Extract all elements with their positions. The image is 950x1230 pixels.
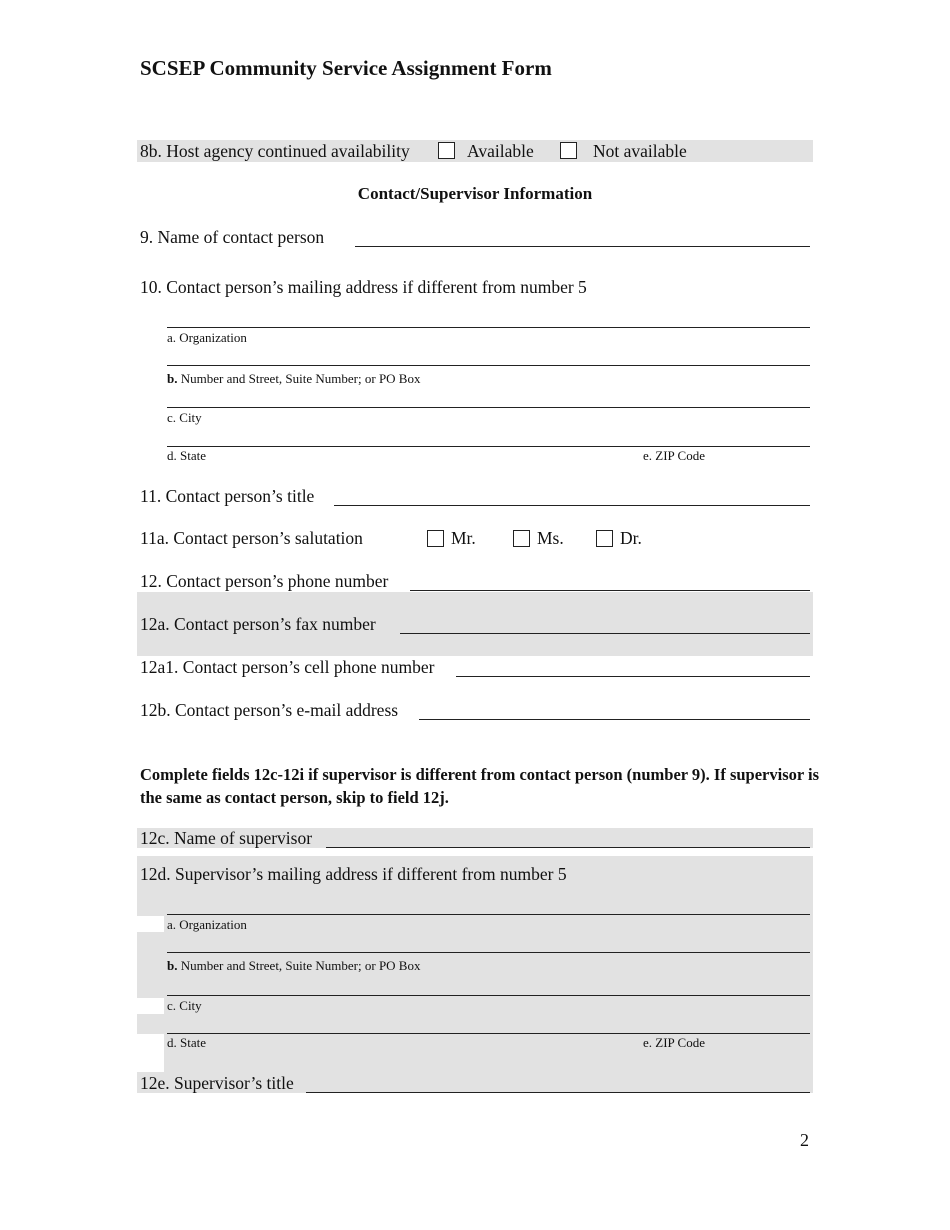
supervisor-street-prefix: b.	[167, 958, 178, 973]
contact-state-zip-field[interactable]	[167, 446, 810, 447]
available-label: Available	[467, 141, 534, 161]
mr-checkbox[interactable]	[427, 530, 444, 547]
contact-street-caption	[167, 371, 420, 387]
supervisor-street-caption	[167, 958, 420, 974]
page-title: SCSEP Community Service Assignment Form	[140, 56, 552, 80]
contact-phone-field[interactable]	[410, 590, 810, 591]
contact-org-caption: a. Organization	[167, 330, 247, 345]
contact-fax-field[interactable]	[400, 633, 810, 634]
contact-street-field[interactable]	[167, 365, 810, 366]
dr-label: Dr.	[620, 528, 642, 548]
dr-checkbox[interactable]	[596, 530, 613, 547]
q12d-label: 12d. Supervisor’s mailing address if different from number 5	[140, 864, 567, 884]
ms-checkbox[interactable]	[513, 530, 530, 547]
not-available-checkbox[interactable]	[560, 142, 577, 159]
mr-label: Mr.	[451, 528, 476, 548]
section-title: Contact/Supervisor Information	[357, 184, 593, 203]
shade-12d-left-1	[137, 932, 164, 998]
contact-cell-field[interactable]	[456, 676, 810, 677]
shade-12d-left-2	[137, 1014, 164, 1034]
q11a-label: 11a. Contact person’s salutation	[140, 528, 363, 548]
q12b-label: 12b. Contact person’s e-mail address	[140, 700, 399, 720]
supervisor-org-caption: a. Organization	[167, 917, 247, 932]
q12a1-label: 12a1. Contact person’s cell phone number	[140, 657, 435, 677]
contact-title-field[interactable]	[334, 505, 810, 506]
q12a-label: 12a. Contact person’s fax number	[140, 614, 376, 634]
not-available-label: Not available	[593, 141, 687, 161]
contact-street-prefix: b.	[167, 371, 178, 386]
supervisor-city-caption: c. City	[167, 998, 202, 1013]
supervisor-instruction: Complete fields 12c-12i if supervisor is different from contact person (number 9). If supervisor is the same as contact person, skip to field 12j.	[140, 765, 820, 807]
page-number: 2	[800, 1130, 809, 1150]
supervisor-state-zip-field[interactable]	[167, 1033, 810, 1034]
available-checkbox[interactable]	[438, 142, 455, 159]
contact-zip-caption: e. ZIP Code	[643, 448, 705, 463]
supervisor-org-field[interactable]	[167, 914, 810, 915]
q10-label: 10. Contact person’s mailing address if different from number 5	[140, 277, 587, 297]
contact-email-field[interactable]	[419, 719, 810, 720]
q12e-label: 12e. Supervisor’s title	[140, 1073, 294, 1093]
contact-state-caption: d. State	[167, 448, 206, 463]
supervisor-city-field[interactable]	[167, 995, 810, 996]
contact-name-field[interactable]	[355, 246, 810, 247]
ms-label: Ms.	[537, 528, 564, 548]
contact-street-text: Number and Street, Suite Number; or PO Box	[180, 371, 421, 386]
q12-label: 12. Contact person’s phone number	[140, 571, 389, 591]
contact-org-field[interactable]	[167, 327, 810, 328]
supervisor-zip-caption: e. ZIP Code	[643, 1035, 705, 1050]
q9-label: 9. Name of contact person	[140, 227, 325, 247]
supervisor-street-field[interactable]	[167, 952, 810, 953]
contact-city-field[interactable]	[167, 407, 810, 408]
supervisor-name-field[interactable]	[326, 847, 810, 848]
q8b-label: 8b. Host agency continued availability	[140, 141, 410, 161]
supervisor-state-caption: d. State	[167, 1035, 206, 1050]
q12c-label: 12c. Name of supervisor	[140, 828, 313, 848]
supervisor-title-field[interactable]	[306, 1092, 810, 1093]
supervisor-street-text: Number and Street, Suite Number; or PO Box	[180, 958, 421, 973]
q11-label: 11. Contact person’s title	[140, 486, 315, 506]
contact-city-caption: c. City	[167, 410, 202, 425]
